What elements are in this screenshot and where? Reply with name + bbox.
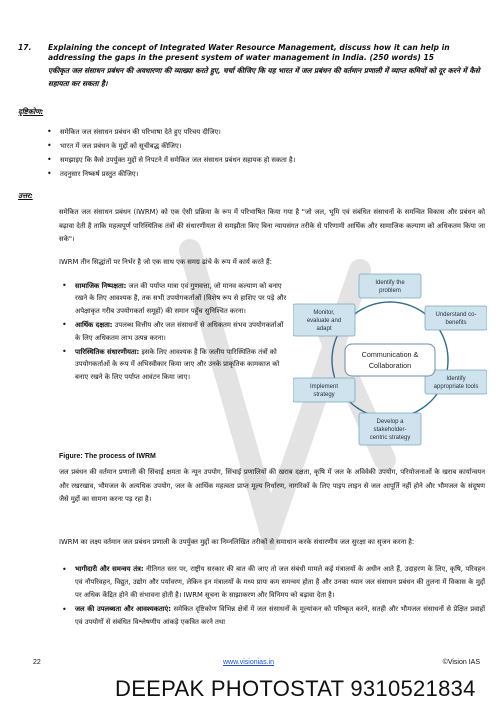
diagram-node-label: centric strategy <box>369 435 411 441</box>
photostat-stamp: DEEPAK PHOTOSTAT 9310521834 <box>115 676 476 701</box>
diagram-node <box>293 304 355 336</box>
approach-point: • समेकित जल संसाधन प्रबंधन की परिभाषा देते हुए परिचय दीजिए। <box>60 125 480 139</box>
diagram-node-label: benefits <box>445 320 467 326</box>
page-number: 22 <box>33 659 41 666</box>
diagram-node-label: appropriate tools <box>433 384 479 390</box>
diagram-node-label: stakeholder- <box>373 427 407 433</box>
answer-intro: समेकित जल संसाधन प्रबंधन (IWRM) को एक ऐसी प्रक्रिया के रूप में परिभाषित किया गया है "जो जल, भूमि एवं संबंधित संसाधनों के समन्वित विकास और प्रबंधन को बढ़ावा देती है ताकि महत्वपूर्ण पारिस्थितिक तंत्रों की संधारणीयता से समझौता किए बिना न्यायसंगत तरीके से परिणामी आर्थिक और सामाजिक कल्याण को अधिकतम किया जा सके"। <box>59 208 485 243</box>
diagram-node-label: strategy <box>313 392 335 398</box>
diagram-node-box <box>425 306 487 330</box>
center-line: Communication & <box>361 350 419 359</box>
approach-point: • भारत में जल प्रबंधन के मुद्दों को सूचीबद्ध कीजिए। <box>60 139 480 153</box>
solution-item: • जल की उपलब्धता और आवश्यकताएं: समेकित दृष्टिकोण विभिन्न क्षेत्रों में जल संसाधनों के मूल्यांकन को परिष्कृत करने, सतही और भौमजल संसाधनों से प्रेक्षित प्रवाहों एवं उपयोगों से संबंधित विश्लेषणीय आंकड़े एकत्रित करने तथा <box>75 603 485 629</box>
diagram-node-label: problem <box>379 288 401 294</box>
question-text-hi: एकीकृत जल संसाधन प्रबंधन की अवधारणा की व्याख्या करते हुए, चर्चा कीजिए कि यह भारत में जल प्रबंधन की वर्तमान प्रणाली में व्याप्त कमियों को दूर करने में कैसे सहायता कर सकता है। <box>48 66 480 88</box>
principle-item: • आर्थिक दक्षता: उपलब्ध वित्तीय और जल संसाधनों से अधिकतम संभव उपयोगकर्ताओं के लिए अधिकतम लाभ उत्पन्न करना। <box>75 319 287 344</box>
approach-heading: दृष्टिकोण: <box>18 107 44 116</box>
diagram-node-label: Monitor, <box>313 310 335 316</box>
page-footer <box>18 659 488 671</box>
diagram-node <box>425 306 487 330</box>
diagram-node-label: Implement <box>309 384 339 390</box>
diagram-node <box>359 413 421 445</box>
principle-item: • सामाजिक निष्पक्षता: जल की पर्याप्त मात्रा एवं गुणवत्ता, जो मानव कल्याण को बनाए रखने के लिए आवश्यक है, तक सभी उपयोगकर्ताओं (विशेष रूप से हाशिए पर पड़े और अपेक्षाकृत गरीब उपयोगकर्ता समूहों) की समान पहुँच सुनिश्चित करना। <box>75 280 287 317</box>
diagram-node <box>359 274 421 298</box>
approach-point: • तदनुसार निष्कर्ष प्रस्तुत कीजिए। <box>60 167 480 181</box>
principles-list <box>75 280 287 385</box>
figure-caption: Figure: The process of IWRM <box>59 453 156 460</box>
diagram-node <box>425 370 487 394</box>
question-marks: (250 words) 15 <box>369 53 435 62</box>
solution-lead: IWRM का लक्ष्य वर्तमान जल प्रबंधन प्रणाली के उपर्युक्त मुद्दों का निम्नलिखित तरीकों से समाधान करके संधारणीय जल सुरक्षा का सृजन करना है: <box>59 538 415 546</box>
principles-lead: IWRM तीन सिद्धांतों पर निर्भर है जो एक साथ एक समग्र ढांचे के रूप में कार्य करते हैं: <box>59 258 272 266</box>
diagram-node-label: adapt <box>316 326 332 332</box>
iwrm-process-diagram <box>293 272 487 448</box>
question-number: 17. <box>18 43 32 52</box>
diagram-node-box <box>425 370 487 394</box>
diagram-center <box>345 344 435 376</box>
solution-item: • भागीदारी और समन्वय तंत्र: नीतिगत स्तर पर, राष्ट्रीय सरकार की बात की जाए तो जल संबंधी मामले कई मंत्रालयों के अधीन आते हैं, उदाहरण के लिए, कृषि, परिवहन एवं नौपरिवहन, विद्युत, उद्योग और पर्यावरण, लेकिन इन मंत्रालयों के मध्य प्रायः कम समन्वय होता है और उनका ध्यान जल संसाधन प्रबंधन की तुलना में विकास के मुद्दों पर अधिक केंद्रित होने की संभावना होती है। IWRM सूचना के साझाकरण और विनिमय को बढ़ावा देता है। <box>75 563 485 602</box>
diagram-node-label: Identify <box>446 376 466 382</box>
approach-list <box>60 125 480 181</box>
diagram-node-box <box>293 378 355 402</box>
diagram-node-label: Understand co- <box>435 312 477 318</box>
issues-paragraph: जल प्रबंधन की वर्तमान प्रणाली की सिंचाई क्षमता के न्यून उपयोग, सिंचाई प्रणालियों की खराब दक्षता, कृषि में जल के अविवेकी उपयोग, परियोजनाओं के खराब कार्यान्वयन और रखरखाव, भौमजल के अत्यधिक उपयोग, जल के आर्थिक महत्वता प्राप्त मूल्य निर्धारण, नागरिकों के लिए पाइप लाइन से जल आपूर्ति नहीं होने और भौमजल के संदूषण जैसे मुद्दों का सामना करना पड़ रहा है। <box>59 468 485 503</box>
diagram-node-box <box>359 274 421 298</box>
footer-copyright: ©Vision IAS <box>442 659 480 666</box>
footer-website-link[interactable]: www.visionias.in <box>223 659 274 666</box>
diagram-node-label: Develop a <box>376 419 404 425</box>
solutions-list <box>75 563 485 630</box>
principle-item: • पारिस्थितिक संधारणीयता: इसके लिए आवश्यक है कि जलीय पारिस्थितिक तंत्रों को उपयोगकर्ताओं के रूप में अभिस्वीकार किया जाए और उनके प्राकृतिक कामकाज को बनाए रखने के लिए पर्याप्त आवंटन किया जाए। <box>75 346 287 383</box>
center-line: Collaboration <box>368 361 412 370</box>
question-text-en: Explaining the concept of Integrated Water Resource Management, discuss how it can help in addressing the gaps in the present system of water management in India. (250 words) 15 <box>48 43 450 62</box>
diagram-node-label: evaluate and <box>306 318 342 324</box>
diagram-node <box>293 378 355 402</box>
approach-point: • समझाइए कि कैसे उपर्युक्त मुद्दों से निपटने में समेकित जल संसाधन प्रबंधन सहायक हो सकता है। <box>60 153 480 167</box>
diagram-node-label: Identify the <box>375 280 405 286</box>
answer-heading: उत्तर: <box>18 191 33 200</box>
